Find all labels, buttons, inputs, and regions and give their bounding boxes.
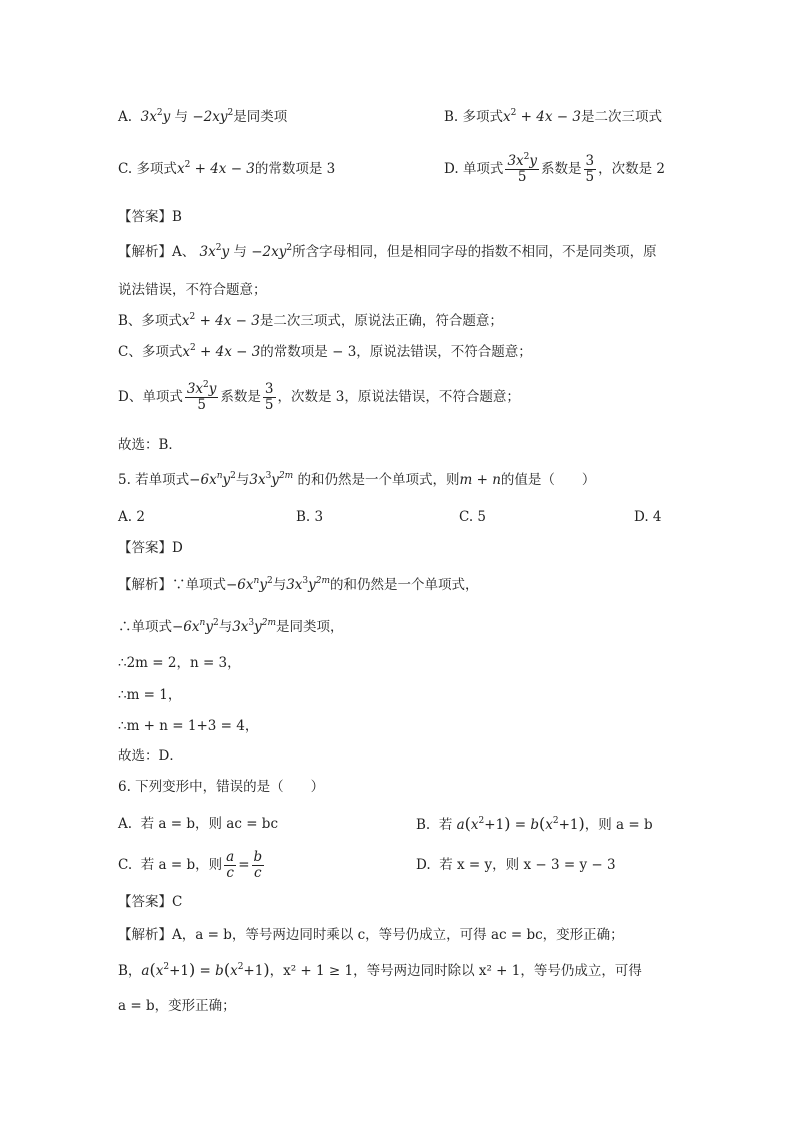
monomial-fraction: $\frac{3x^2y}{5}$ bbox=[507, 152, 538, 185]
q6-option-c: C. 若 a = b，则 $\frac{a}{c}$ = $\frac{b}{c}$ bbox=[118, 849, 263, 881]
q4-option-c bbox=[118, 159, 335, 179]
q6-option-a: A. 若 a = b，则 ac = bc bbox=[118, 816, 279, 832]
q5-explanation-line-3: ∴2m = 2，n = 3， bbox=[118, 655, 241, 671]
option-text: 是同类项 bbox=[233, 109, 288, 125]
q6-option-d: D. 若 x = y，则 x − 3 = y − 3 bbox=[416, 857, 616, 873]
q6-explanation-line-1: 【解析】A，a = b，等号两边同时乘以 c，等号仍成立，可得 ac = bc，变形正确； bbox=[118, 927, 624, 943]
option-label: A. bbox=[118, 109, 133, 125]
option-text: 多项式 bbox=[462, 109, 504, 125]
q4-option-d bbox=[444, 150, 665, 188]
polynomial: $x^2 + 4x - 3$ bbox=[176, 160, 255, 177]
q4-option-b bbox=[444, 107, 662, 127]
option-mid: 系数是 bbox=[541, 161, 582, 177]
q5-option-b: B. 3 bbox=[296, 509, 324, 525]
option-tail: 的常数项是 3 bbox=[254, 161, 336, 177]
q4-explanation-line-3: B、多项式$x^2 + 4x - 3$是二次三项式，原说法正确，符合题意； bbox=[118, 312, 503, 329]
q4-option-a bbox=[118, 107, 287, 127]
q5-explanation-line-5: ∴m + n = 1+3 = 4， bbox=[118, 718, 259, 734]
option-tail: ，次数是 2 bbox=[598, 161, 665, 177]
q5-explanation-line-1: 【解析】∵单项式$-6x^ny^2$与$3x^3y^{2m}$的和仍然是一个单项式， bbox=[118, 576, 479, 593]
q6-explanation-line-3: a = b，变形正确； bbox=[118, 998, 236, 1014]
option-tail: 是二次三项式 bbox=[580, 109, 662, 125]
q5-explanation-conclusion: 故选：D． bbox=[118, 748, 183, 764]
term-1: $3x^2y$ bbox=[140, 108, 171, 125]
q4-explanation-line-5: D、单项式 $\frac{3x^2y}{5}$ 系数是 $\frac{3}{5}$ ，次数是 3，原说法错误，不符合题意； bbox=[118, 380, 520, 413]
q6-explanation-line-2: B，$a(x^2+1) = b(x^2+1)$，x² + 1 ≥ 1，等号两边同时除以 x² + 1，等号仍成立，可得 bbox=[118, 960, 642, 979]
option-label: D. bbox=[444, 161, 459, 177]
q4-explanation-line-2: 说法错误，不符合题意； bbox=[118, 282, 267, 298]
q5-option-a: A. 2 bbox=[118, 509, 145, 525]
q4-explanation-line-4: C、多项式$x^2 + 4x - 3$的常数项是 − 3，原说法错误，不符合题意； bbox=[118, 343, 532, 360]
option-label: C. bbox=[118, 161, 133, 177]
option-text: 单项式 bbox=[462, 161, 504, 177]
q5-stem: 5. 若单项式$-6x^ny^2$与$3x^3y^{2m}$ 的和仍然是一个单项式，则m + n的值是（ ） bbox=[118, 471, 596, 488]
coefficient-fraction: $\frac{3}{5}$ bbox=[585, 153, 595, 185]
q5-option-d: D. 4 bbox=[634, 509, 662, 525]
polynomial: $x^2 + 4x - 3$ bbox=[503, 108, 581, 125]
q4-answer: 【答案】B bbox=[118, 209, 182, 225]
q4-explanation-conclusion: 故选：B． bbox=[118, 437, 182, 453]
q6-option-b: B. 若 $a(x^2+1) = b(x^2+1)$，则 a = b bbox=[416, 814, 653, 833]
q6-stem: 6. 下列变形中，错误的是（ ） bbox=[118, 779, 325, 795]
q5-explanation-line-2: ∴单项式$-6x^ny^2$与$3x^3y^{2m}$是同类项， bbox=[118, 618, 344, 635]
option-text: 多项式 bbox=[136, 161, 177, 177]
q5-option-c: C. 5 bbox=[459, 509, 487, 525]
q4-explanation-line-1: 【解析】A、 $3x^2y$ 与 $-2xy^2$所含字母相同，但是相同字母的指数不相同，不是同类项，原 bbox=[118, 243, 657, 260]
q5-explanation-line-4: ∴m = 1， bbox=[118, 687, 182, 703]
q5-answer: 【答案】D bbox=[118, 540, 183, 556]
option-label: B. bbox=[444, 109, 459, 125]
connector-text: 与 bbox=[174, 109, 189, 125]
term-2: $-2xy^2$ bbox=[192, 108, 234, 125]
q6-answer: 【答案】C bbox=[118, 894, 183, 910]
